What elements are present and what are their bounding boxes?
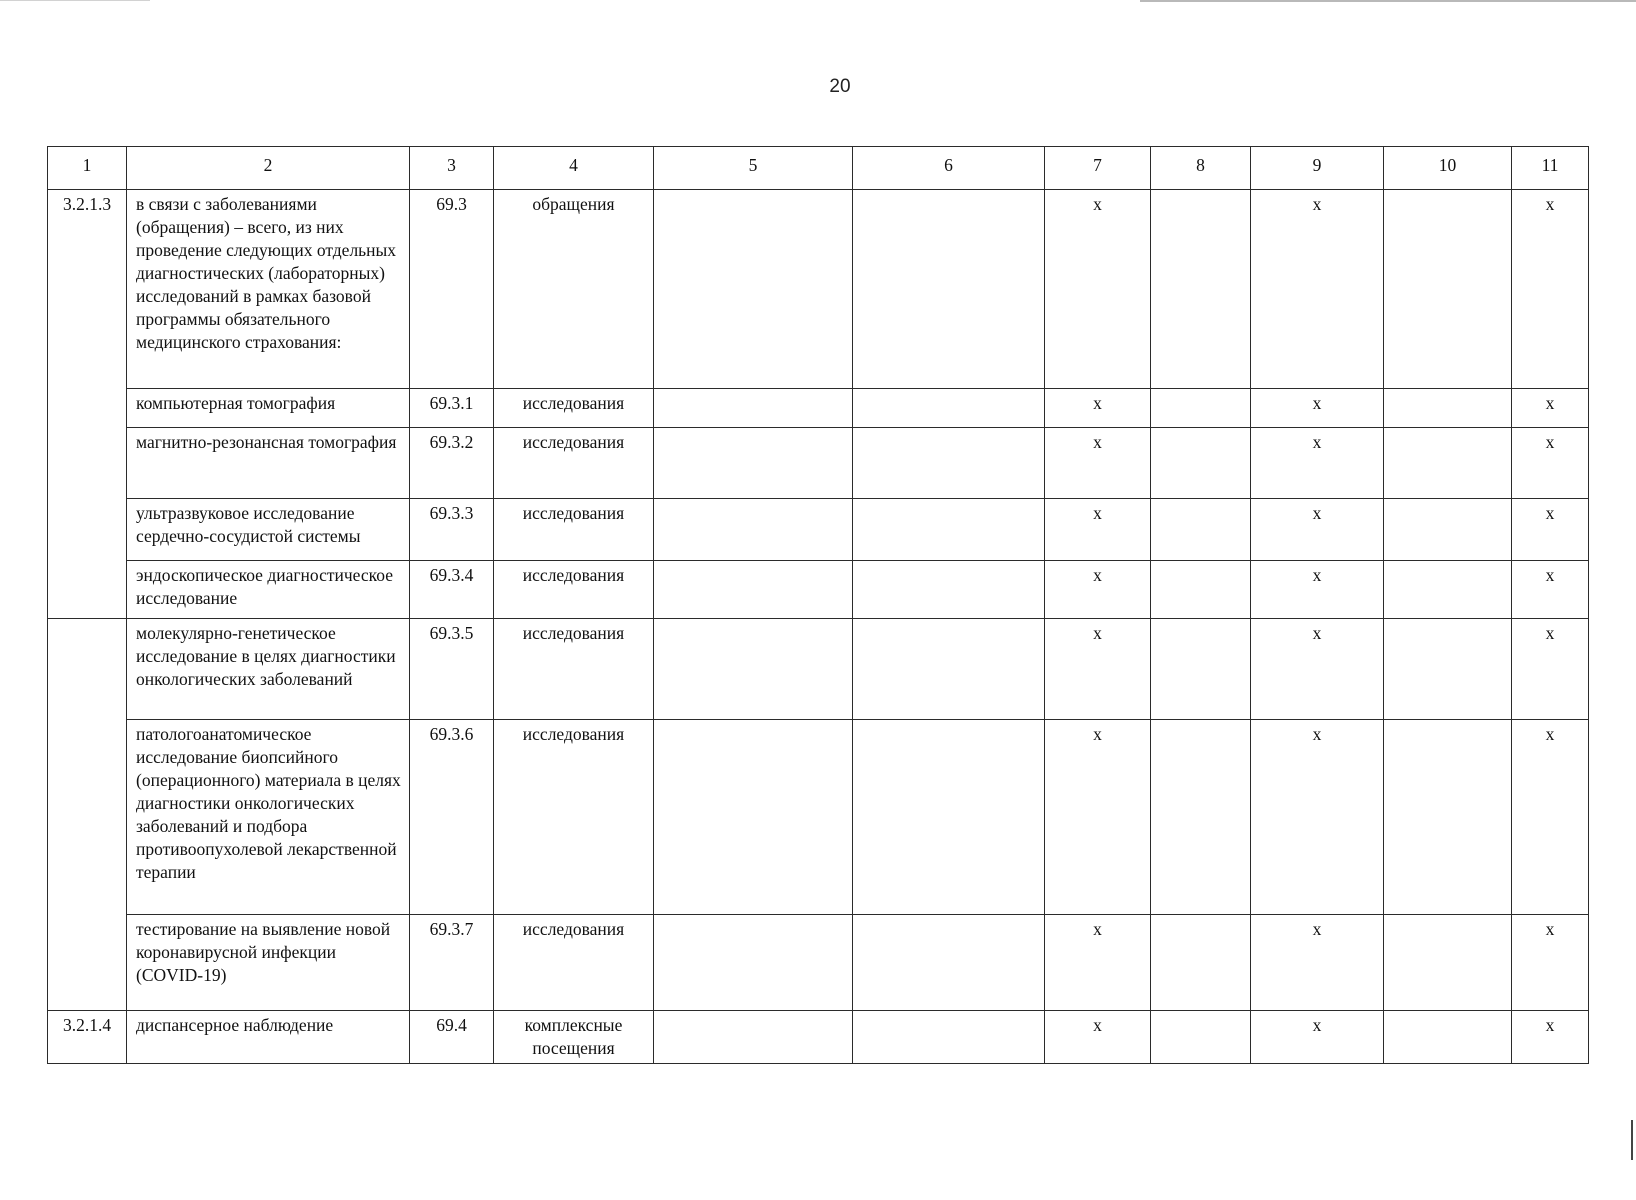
cell-col9: x — [1251, 915, 1384, 1011]
column-header: 2 — [127, 147, 410, 190]
cell-col11: x — [1512, 428, 1589, 499]
column-header: 1 — [48, 147, 127, 190]
table-row — [48, 915, 1589, 1011]
row-unit: исследования — [494, 428, 654, 499]
empty-cell — [1384, 915, 1512, 1011]
row-name: магнитно-резонансная томография — [127, 428, 410, 499]
empty-cell — [1151, 499, 1251, 561]
cell-col11: x — [1512, 190, 1589, 389]
cell-col9: x — [1251, 428, 1384, 499]
cell-col7: x — [1045, 561, 1151, 619]
column-header: 10 — [1384, 147, 1512, 190]
empty-cell — [1384, 428, 1512, 499]
empty-cell — [853, 1011, 1045, 1064]
row-unit: исследования — [494, 561, 654, 619]
row-unit: исследования — [494, 720, 654, 915]
cell-col9: x — [1251, 1011, 1384, 1064]
row-unit: обращения — [494, 190, 654, 389]
cell-col7: x — [1045, 428, 1151, 499]
column-header: 9 — [1251, 147, 1384, 190]
cell-col9: x — [1251, 720, 1384, 915]
row-number: 69.3.2 — [410, 428, 494, 499]
row-code: 3.2.1.4 — [48, 1011, 127, 1064]
column-header: 6 — [853, 147, 1045, 190]
row-name: в связи с заболеваниями (обращения) – всего, из них проведение следующих отдельных диагностических (лабораторных) исследований в рамках базовой программы обязательного медицинского страхования: — [127, 190, 410, 389]
empty-cell — [853, 720, 1045, 915]
empty-cell — [1384, 1011, 1512, 1064]
row-unit: исследования — [494, 915, 654, 1011]
row-unit: исследования — [494, 499, 654, 561]
empty-cell — [1384, 619, 1512, 720]
row-code-empty — [48, 619, 127, 1011]
empty-cell — [853, 915, 1045, 1011]
cell-col9: x — [1251, 619, 1384, 720]
page-number: 20 — [829, 76, 851, 97]
table-row — [48, 499, 1589, 561]
column-header: 5 — [654, 147, 853, 190]
row-number: 69.3.5 — [410, 619, 494, 720]
empty-cell — [853, 561, 1045, 619]
cell-col9: x — [1251, 499, 1384, 561]
table-row — [48, 190, 1589, 389]
column-header: 11 — [1512, 147, 1589, 190]
empty-cell — [1384, 561, 1512, 619]
cell-col11: x — [1512, 1011, 1589, 1064]
row-number: 69.3.1 — [410, 389, 494, 428]
row-unit: исследования — [494, 619, 654, 720]
cell-col7: x — [1045, 499, 1151, 561]
empty-cell — [654, 499, 853, 561]
column-header: 7 — [1045, 147, 1151, 190]
scan-edge-mark-right — [1631, 1120, 1633, 1160]
row-unit: комплексные посещения — [494, 1011, 654, 1064]
cell-col11: x — [1512, 619, 1589, 720]
row-name: патологоанатомическое исследование биопсийного (операционного) материала в целях диагностики онкологических заболеваний и подбора противоопухолевой лекарственной терапии — [127, 720, 410, 915]
cell-col7: x — [1045, 720, 1151, 915]
empty-cell — [853, 619, 1045, 720]
empty-cell — [654, 190, 853, 389]
cell-col7: x — [1045, 1011, 1151, 1064]
column-header: 8 — [1151, 147, 1251, 190]
table-row — [48, 428, 1589, 499]
empty-cell — [654, 561, 853, 619]
empty-cell — [654, 428, 853, 499]
row-number: 69.3.3 — [410, 499, 494, 561]
empty-cell — [1151, 389, 1251, 428]
cell-col11: x — [1512, 720, 1589, 915]
empty-cell — [1384, 720, 1512, 915]
row-number: 69.3 — [410, 190, 494, 389]
empty-cell — [853, 499, 1045, 561]
empty-cell — [1151, 720, 1251, 915]
cell-col9: x — [1251, 389, 1384, 428]
empty-cell — [654, 915, 853, 1011]
table-row — [48, 561, 1589, 619]
empty-cell — [1384, 190, 1512, 389]
row-number: 69.4 — [410, 1011, 494, 1064]
table-row — [48, 619, 1589, 720]
row-name: ультразвуковое исследование сердечно-сосудистой системы — [127, 499, 410, 561]
cell-col7: x — [1045, 619, 1151, 720]
empty-cell — [1384, 499, 1512, 561]
column-header: 3 — [410, 147, 494, 190]
row-name: диспансерное наблюдение — [127, 1011, 410, 1064]
empty-cell — [1151, 190, 1251, 389]
cell-col7: x — [1045, 190, 1151, 389]
row-name: тестирование на выявление новой коронавирусной инфекции (COVID-19) — [127, 915, 410, 1011]
row-number: 69.3.4 — [410, 561, 494, 619]
row-name: компьютерная томография — [127, 389, 410, 428]
cell-col11: x — [1512, 389, 1589, 428]
empty-cell — [654, 389, 853, 428]
row-number: 69.3.7 — [410, 915, 494, 1011]
empty-cell — [1384, 389, 1512, 428]
table-row — [48, 1011, 1589, 1064]
empty-cell — [1151, 1011, 1251, 1064]
empty-cell — [853, 428, 1045, 499]
table-header-row — [48, 147, 1589, 190]
row-code: 3.2.1.3 — [48, 190, 127, 619]
cell-col9: x — [1251, 561, 1384, 619]
cell-col9: x — [1251, 190, 1384, 389]
report-table — [47, 146, 1589, 1064]
empty-cell — [654, 619, 853, 720]
cell-col11: x — [1512, 499, 1589, 561]
cell-col7: x — [1045, 389, 1151, 428]
column-header: 4 — [494, 147, 654, 190]
empty-cell — [1151, 915, 1251, 1011]
row-number: 69.3.6 — [410, 720, 494, 915]
empty-cell — [853, 190, 1045, 389]
scan-edge-mark-left — [0, 0, 150, 1]
row-name: молекулярно-генетическое исследование в целях диагностики онкологических заболеваний — [127, 619, 410, 720]
empty-cell — [1151, 428, 1251, 499]
cell-col11: x — [1512, 915, 1589, 1011]
row-unit: исследования — [494, 389, 654, 428]
cell-col7: x — [1045, 915, 1151, 1011]
empty-cell — [853, 389, 1045, 428]
table-row — [48, 389, 1589, 428]
empty-cell — [1151, 561, 1251, 619]
table-row — [48, 720, 1589, 915]
empty-cell — [654, 720, 853, 915]
cell-col11: x — [1512, 561, 1589, 619]
empty-cell — [654, 1011, 853, 1064]
scan-edge-rule-top — [1140, 0, 1636, 2]
empty-cell — [1151, 619, 1251, 720]
row-name: эндоскопическое диагностическое исследование — [127, 561, 410, 619]
